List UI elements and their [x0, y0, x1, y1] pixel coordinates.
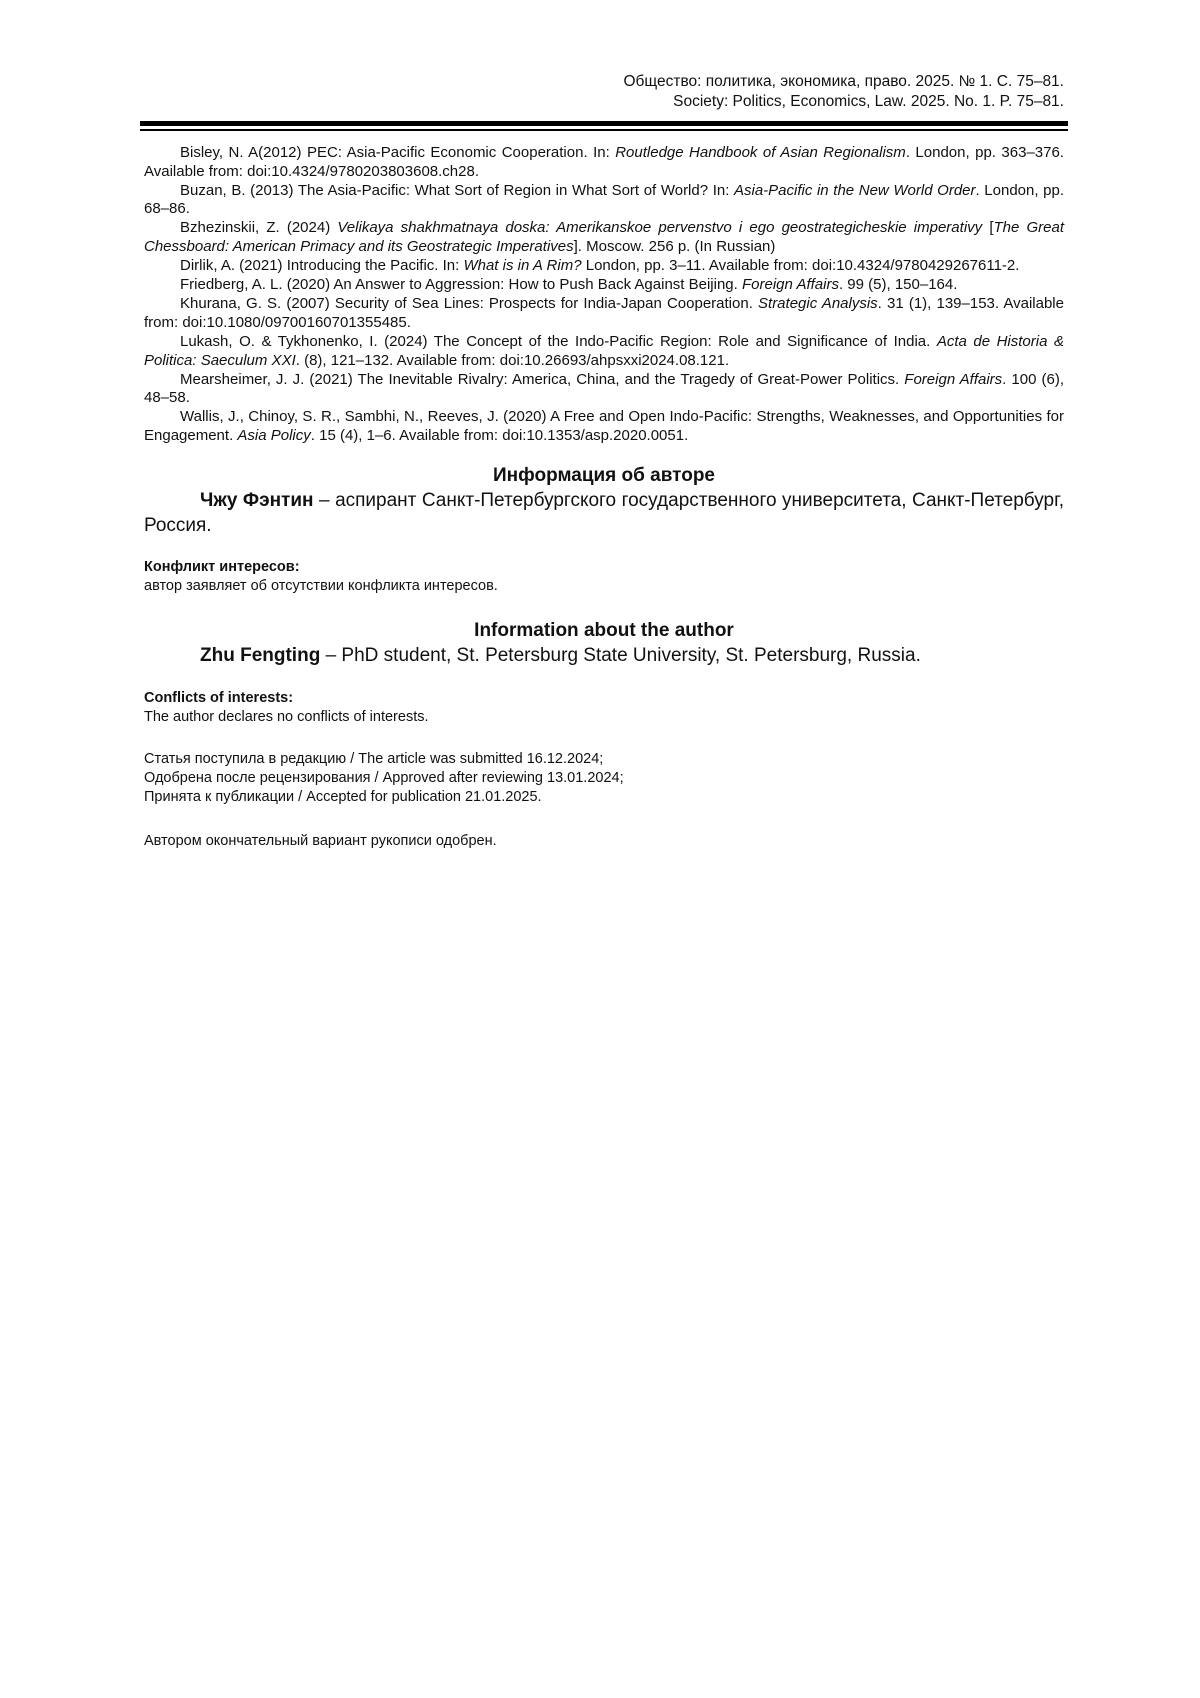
reference-item: Wallis, J., Chinoy, S. R., Sambhi, N., Reeves, J. (2020) A Free and Open Indo-Pacific: Strengths, Weaknesses, and Opportunities for Engagement. Asia Policy. 15 (4), 1–6. Available from: doi:10.1353/asp.2020.0051. [144, 408, 1064, 444]
header-line-en: Society: Politics, Economics, Law. 2025. No. 1. P. 75–81. [673, 93, 1064, 110]
conflict-text-en: The author declares no conflicts of interests. [144, 709, 429, 725]
author-line-en [144, 643, 1064, 668]
running-header [623, 72, 1064, 112]
reference-item: Dirlik, A. (2021) Introducing the Pacific. In: What is in A Rim? London, pp. 3–11. Available from: doi:10.4324/9780429267611-2. [180, 257, 1020, 275]
author-description-en: – PhD student, St. Petersburg State University, St. Petersburg, Russia. [320, 645, 921, 666]
article-dates [144, 750, 624, 807]
conflict-of-interest-en [144, 689, 1064, 727]
date-submitted: Статья поступила в редакцию / The article was submitted 16.12.2024; [144, 751, 604, 767]
date-accepted: Принята к публикации / Accepted for publication 21.01.2025. [144, 789, 542, 805]
author-heading-ru: Информация об авторе [492, 465, 716, 486]
reference-item: Bisley, N. A(2012) PEC: Asia-Pacific Economic Cooperation. In: Routledge Handbook of Asian Regionalism. London, pp. 363–376. Available from: doi:10.4324/9780203803608.ch28. [144, 144, 1064, 180]
date-approved: Одобрена после рецензирования / Approved after reviewing 13.01.2024; [144, 770, 624, 786]
header-rule-thin [140, 129, 1068, 131]
reference-item: Lukash, O. & Tykhonenko, I. (2024) The Concept of the Indo-Pacific Region: Role and Significance of India. Acta de Historia & Politica: Saeculum XXI. (8), 121–132. Available from: doi:10.26693/ahpsxxi2024.08.121. [144, 332, 1064, 369]
author-heading-en: Information about the author [474, 620, 734, 641]
conflict-of-interest-ru [144, 558, 1064, 596]
reference-item: Buzan, B. (2013) The Asia-Pacific: What Sort of Region in What Sort of World? In: Asia-Pacific in the New World Order. London, pp. 68–86. [144, 181, 1064, 218]
author-line-ru [144, 488, 1064, 538]
reference-item: Khurana, G. S. (2007) Security of Sea Lines: Prospects for India-Japan Cooperation. Strategic Analysis. 31 (1), 139–153. Available from: doi:10.1080/09700160701355485. [144, 295, 1064, 331]
reference-item: Mearsheimer, J. J. (2021) The Inevitable Rivalry: America, China, and the Tragedy of Great-Power Politics. Foreign Affairs. 100 (6), 48–58. [144, 370, 1064, 407]
conflict-title-en: Conflicts of interests: [144, 690, 294, 706]
author-description-ru: – аспирант Санкт-Петербургского государственного университета, Санкт-Петербург, Россия. [144, 490, 1064, 536]
author-info-en [144, 619, 1064, 668]
reference-item: Bzhezinskii, Z. (2024) Velikaya shakhmatnaya doska: Amerikanskoe pervenstvo i ego geostrategicheskie imperativy [The Great Chessboard: American Primacy and its Geostrategic Imperatives]. Moscow. 256 p. (In Russian) [144, 219, 1065, 255]
reference-list [144, 144, 1064, 446]
author-info-ru [144, 464, 1064, 538]
conflict-title-ru: Конфликт интересов: [144, 559, 300, 575]
author-name-ru: Чжу Фэнтин [200, 490, 314, 511]
header-line-ru: Общество: политика, экономика, право. 2025. № 1. С. 75–81. [623, 73, 1064, 90]
reference-item: Friedberg, A. L. (2020) An Answer to Aggression: How to Push Back Against Beijing. Foreign Affairs. 99 (5), 150–164. [180, 276, 958, 294]
conflict-text-ru: автор заявляет об отсутствии конфликта интересов. [144, 578, 498, 594]
final-approval-note: Автором окончательный вариант рукописи одобрен. [144, 833, 497, 849]
header-rule-thick [140, 121, 1068, 126]
author-name-en: Zhu Fengting [200, 645, 321, 666]
